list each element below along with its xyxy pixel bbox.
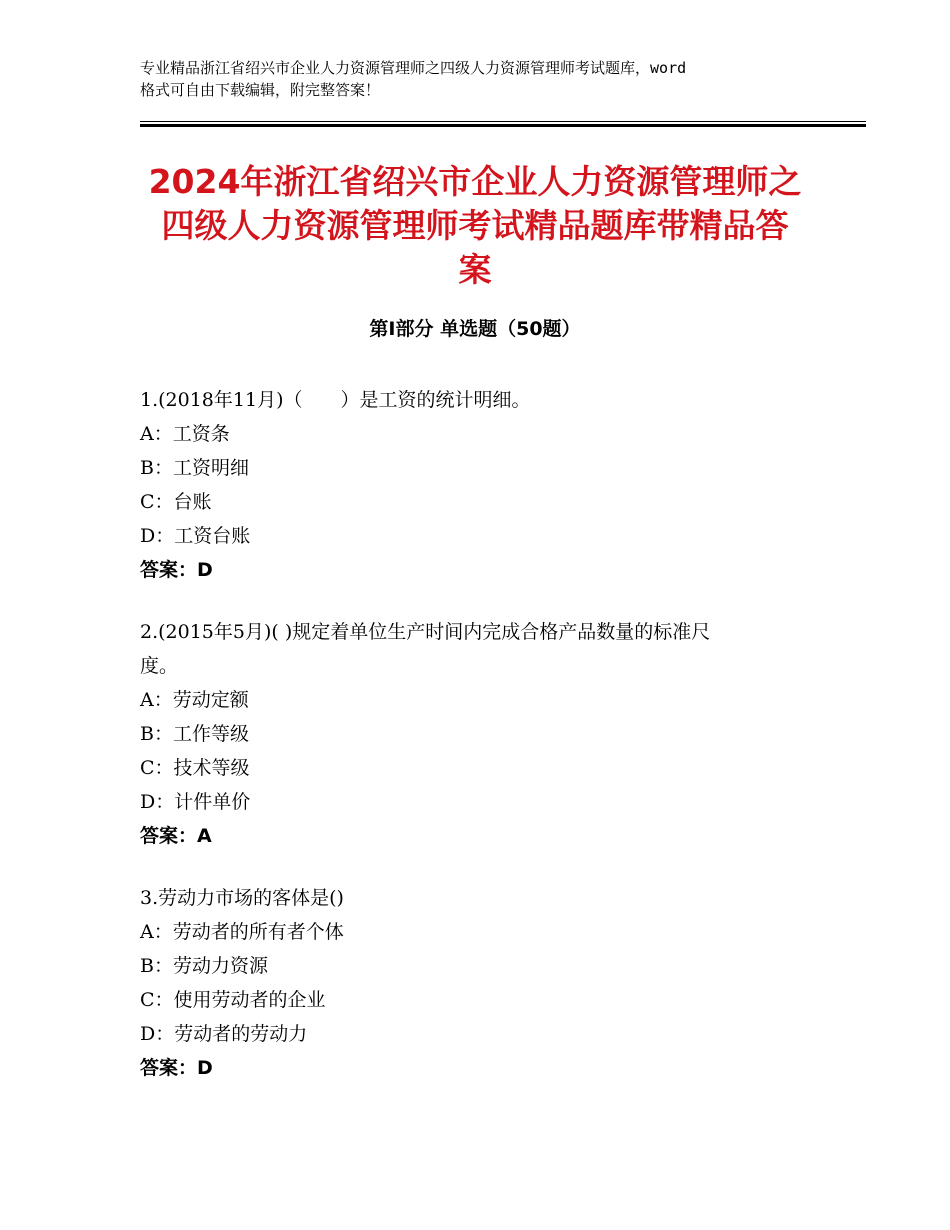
document-title-line-2: 四级人力资源管理师考试精品题库带精品答 xyxy=(161,206,789,245)
option-a: A：劳动定额 xyxy=(140,689,249,711)
header-divider-thick xyxy=(140,124,866,127)
header-note-line-2: 格式可自由下载编辑，附完整答案！ xyxy=(140,81,381,99)
header-divider-thin xyxy=(140,121,866,122)
answer: 答案：D xyxy=(140,559,213,581)
question-3 xyxy=(140,881,820,1085)
answer: 答案：D xyxy=(140,1057,213,1079)
header-note xyxy=(140,57,830,101)
option-c: C：使用劳动者的企业 xyxy=(140,989,326,1011)
option-c: C：台账 xyxy=(140,491,212,513)
option-a: A：劳动者的所有者个体 xyxy=(140,921,344,943)
answer: 答案：A xyxy=(140,825,212,847)
option-c: C：技术等级 xyxy=(140,757,250,779)
option-d: D：劳动者的劳动力 xyxy=(140,1023,308,1045)
question-stem-continued: 度。 xyxy=(140,655,179,677)
question-stem: 3.劳动力市场的客体是() xyxy=(140,887,344,909)
option-a: A：工资条 xyxy=(140,423,230,445)
question-stem: 1.(2018年11月)（ ）是工资的统计明细。 xyxy=(140,389,531,411)
question-stem: 2.(2015年5月)( )规定着单位生产时间内完成合格产品数量的标准尺 xyxy=(140,621,711,643)
header-note-line-1: 专业精品浙江省绍兴市企业人力资源管理师之四级人力资源管理师考试题库，word xyxy=(140,59,687,77)
question-list xyxy=(140,383,820,1113)
option-b: B：工资明细 xyxy=(140,457,249,479)
option-b: B：工作等级 xyxy=(140,723,249,745)
question-2 xyxy=(140,615,820,853)
option-b: B：劳动力资源 xyxy=(140,955,268,977)
section-title: 第Ⅰ部分 单选题（50题） xyxy=(369,318,581,340)
option-d: D：工资台账 xyxy=(140,525,251,547)
document-title-line-3: 案 xyxy=(458,250,492,289)
option-d: D：计件单价 xyxy=(140,791,251,813)
document-title xyxy=(100,160,850,292)
question-1 xyxy=(140,383,820,587)
document-title-line-1: 2024年浙江省绍兴市企业人力资源管理师之 xyxy=(148,162,802,201)
